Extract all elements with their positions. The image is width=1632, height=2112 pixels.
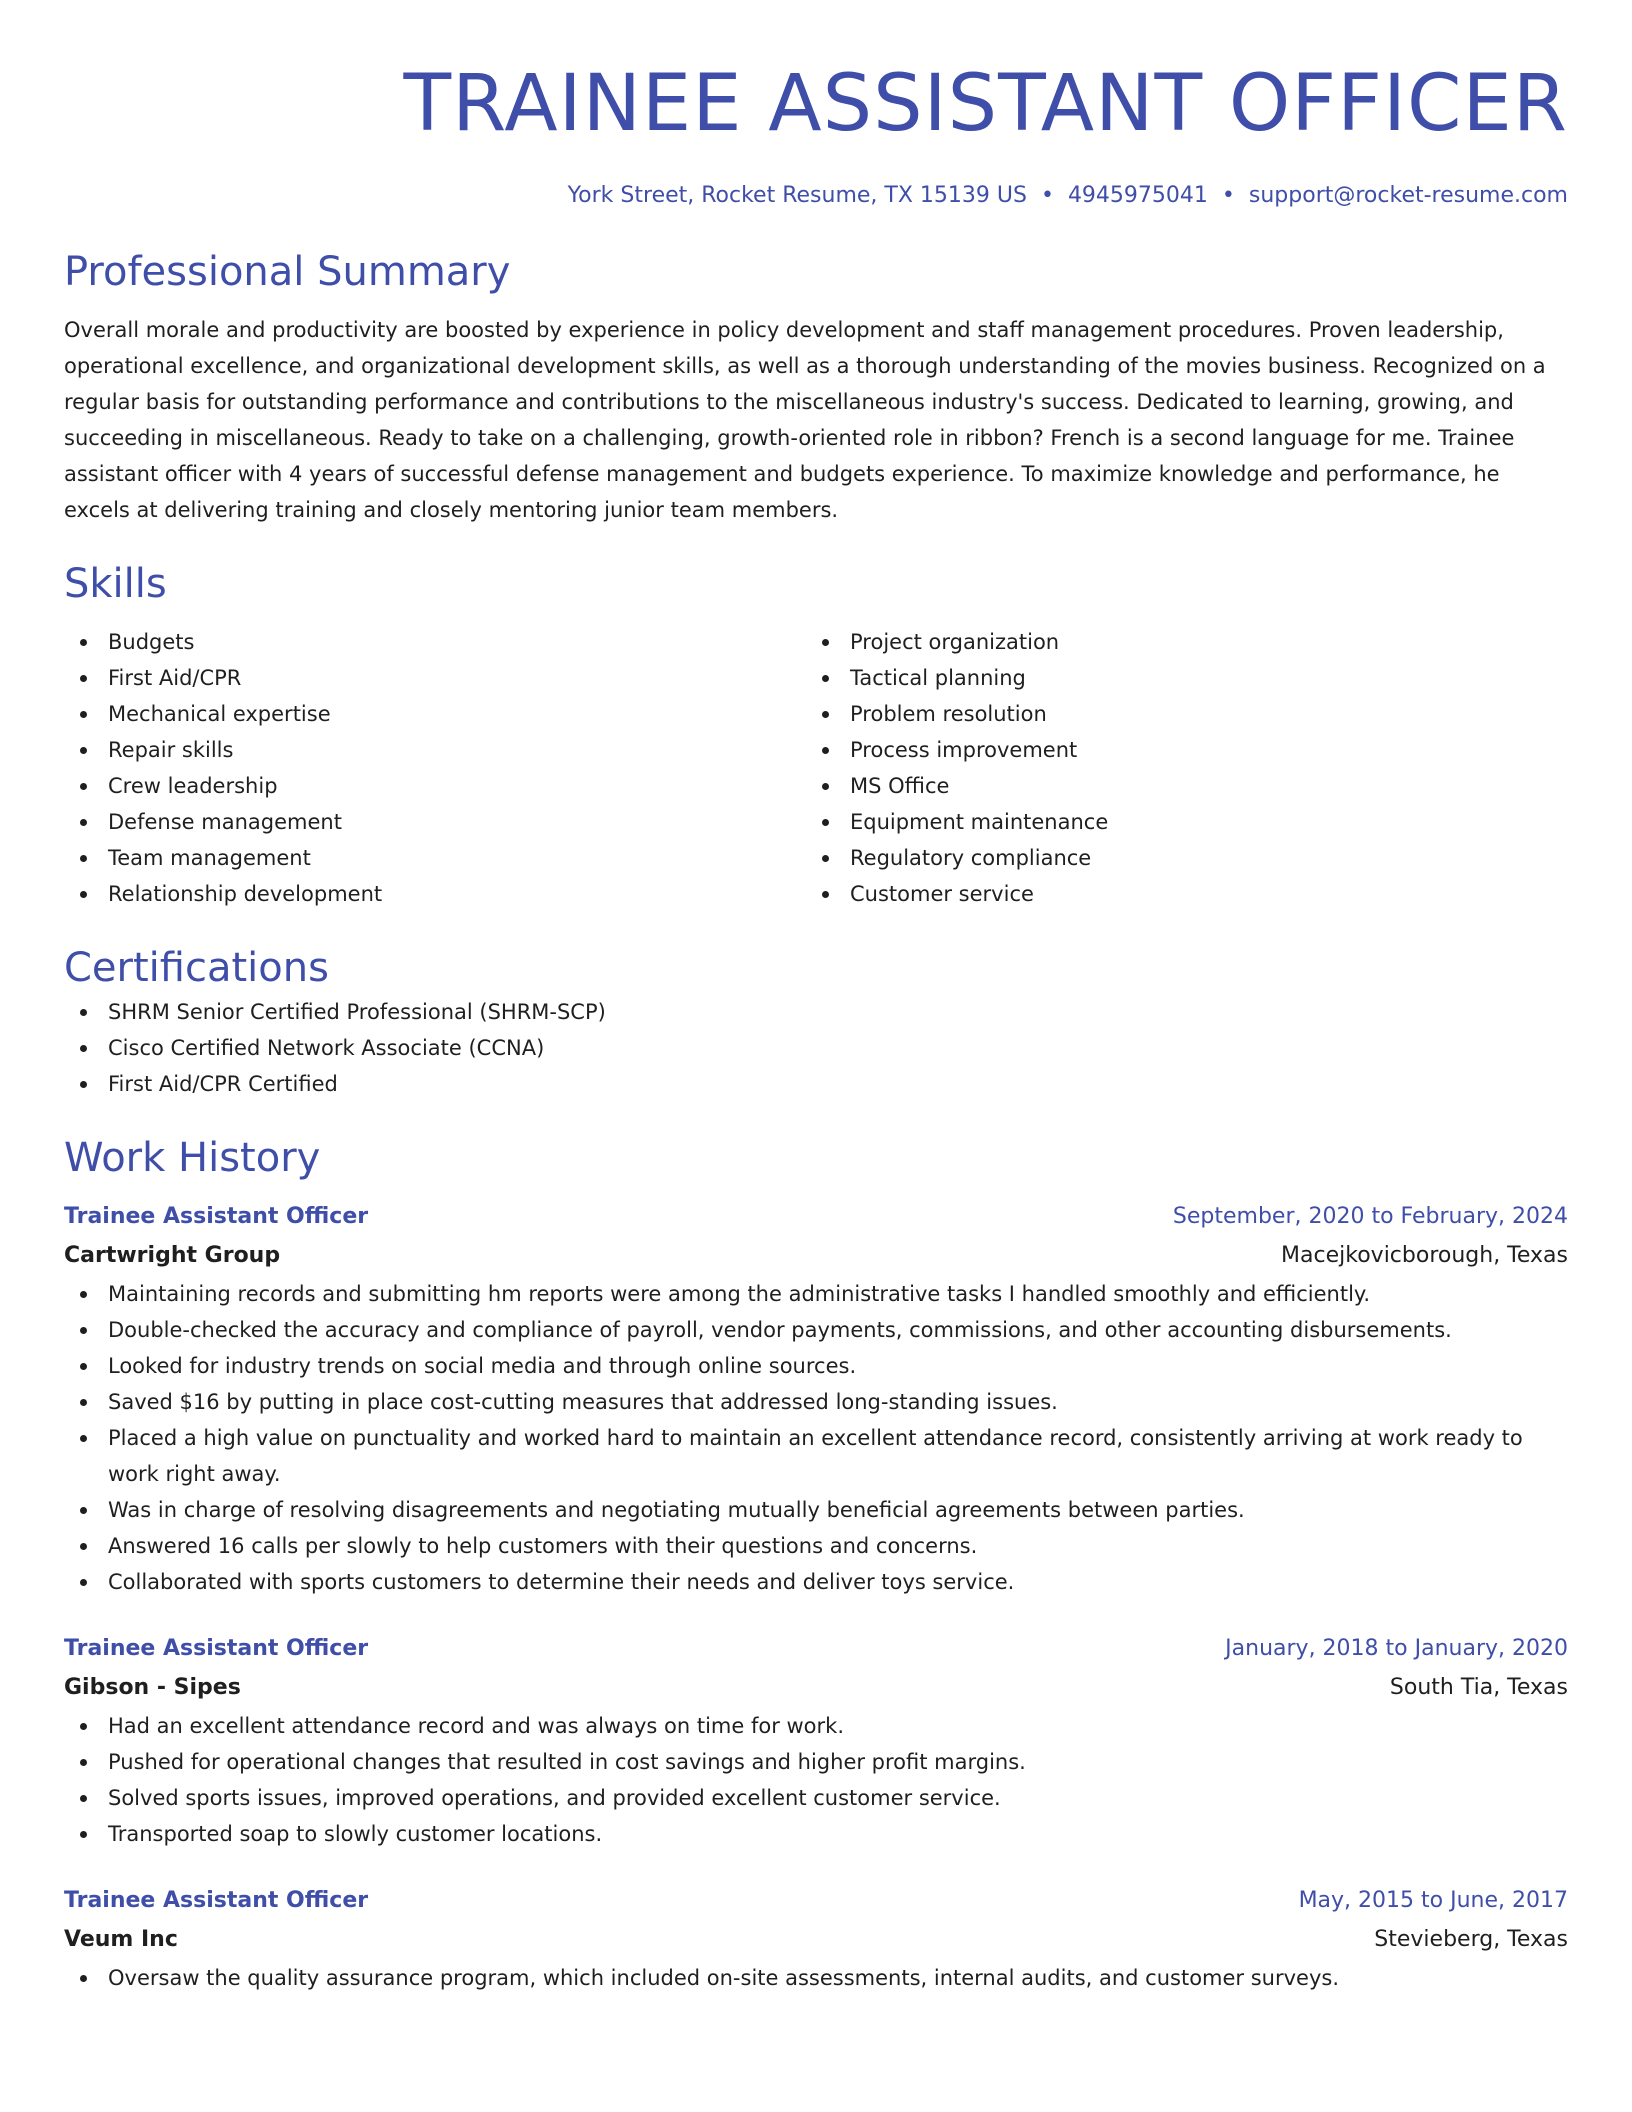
skill-item: MS Office [806, 768, 1548, 804]
job-company-row [64, 1920, 1568, 1960]
job-header-row [64, 1882, 1568, 1920]
skill-item: Relationship development [64, 876, 806, 912]
job-bullet: Looked for industry trends on social media and through online sources. [64, 1348, 1568, 1384]
certification-item: First Aid/CPR Certified [64, 1066, 1568, 1102]
job-entry [64, 1198, 1568, 1600]
skills-list-left [64, 624, 806, 912]
job-company-row [64, 1668, 1568, 1708]
summary-text: Overall morale and productivity are boosted by experience in policy development and staff management procedures. Proven leadership, operational excellence, and organizational development skills, as well as a thorough understanding of the movies business. Recognized on a regular basis for outstanding performance and contributions to the miscellaneous industry's success. Dedicated to learning, growing, and succeeding in miscellaneous. Ready to take on a challenging, growth-oriented role in ribbon? French is a second language for me. Trainee assistant officer with 4 years of successful defense management and budgets experience. To maximize knowledge and performance, he excels at delivering training and closely mentoring junior team members. [64, 318, 1546, 522]
skill-item: Budgets [64, 624, 806, 660]
skills-heading: Skills [64, 561, 167, 607]
skill-item: Equipment maintenance [806, 804, 1548, 840]
job-bullets [64, 1708, 1568, 1852]
skill-item: Project organization [806, 624, 1548, 660]
job-entry [64, 1882, 1568, 1996]
job-title: Trainee Assistant Officer [64, 1888, 369, 1913]
skill-item: Regulatory compliance [806, 840, 1548, 876]
job-header-row [64, 1630, 1568, 1668]
job-bullet: Transported soap to slowly customer locations. [64, 1816, 1568, 1852]
summary-heading: Professional Summary [64, 249, 511, 295]
resume-page [64, 0, 1568, 2112]
skill-item: Repair skills [64, 732, 806, 768]
job-location: Stevieberg, Texas [1374, 1927, 1568, 1952]
contact-address: York Street, Rocket Resume, TX 15139 US [567, 183, 1027, 208]
job-bullet: Maintaining records and submitting hm reports were among the administrative tasks I handled smoothly and efficiently. [64, 1276, 1568, 1312]
skills-grid [64, 624, 1568, 912]
job-company-row [64, 1236, 1568, 1276]
job-bullet: Had an excellent attendance record and was always on time for work. [64, 1708, 1568, 1744]
job-company: Veum Inc [64, 1927, 178, 1952]
skills-column-left [64, 624, 806, 912]
contact-line [64, 180, 1568, 212]
job-title: Trainee Assistant Officer [64, 1204, 369, 1229]
job-location: Macejkovicborough, Texas [1281, 1243, 1568, 1268]
job-bullet: Oversaw the quality assurance program, which included on-site assessments, internal audits, and customer surveys. [64, 1960, 1568, 1996]
job-bullet: Answered 16 calls per slowly to help customers with their questions and concerns. [64, 1528, 1568, 1564]
work-history-heading: Work History [64, 1135, 321, 1181]
job-dates: January, 2018 to January, 2020 [1225, 1636, 1568, 1661]
job-bullet: Solved sports issues, improved operations, and provided excellent customer service. [64, 1780, 1568, 1816]
job-bullet: Double-checked the accuracy and compliance of payroll, vendor payments, commissions, and other accounting disbursements. [64, 1312, 1568, 1348]
resume-name-heading: TRAINEE ASSISTANT OFFICER [403, 59, 1568, 149]
skill-item: Tactical planning [806, 660, 1548, 696]
skill-item: Crew leadership [64, 768, 806, 804]
job-bullet: Collaborated with sports customers to determine their needs and deliver toys service. [64, 1564, 1568, 1600]
job-bullets [64, 1276, 1568, 1600]
skill-item: Customer service [806, 876, 1548, 912]
certification-item: SHRM Senior Certified Professional (SHRM-SCP) [64, 994, 1568, 1030]
contact-phone: 4945975041 [1067, 183, 1208, 208]
job-bullet: Saved $16 by putting in place cost-cutting measures that addressed long-standing issues. [64, 1384, 1568, 1420]
job-company: Gibson - Sipes [64, 1675, 241, 1700]
job-title: Trainee Assistant Officer [64, 1636, 369, 1661]
job-bullet: Placed a high value on punctuality and worked hard to maintain an excellent attendance record, consistently arriving at work ready to work right away. [64, 1420, 1568, 1492]
job-location: South Tia, Texas [1389, 1675, 1568, 1700]
certifications-heading: Certifications [64, 945, 329, 991]
job-company: Cartwright Group [64, 1243, 281, 1268]
job-bullets [64, 1960, 1568, 1996]
skills-list-right [806, 624, 1548, 912]
certifications-list [64, 994, 1568, 1102]
job-header-row [64, 1198, 1568, 1236]
skill-item: First Aid/CPR [64, 660, 806, 696]
skills-column-right [806, 624, 1548, 912]
contact-email: support@rocket-resume.com [1248, 183, 1568, 208]
certification-item: Cisco Certified Network Associate (CCNA) [64, 1030, 1568, 1066]
job-entry [64, 1630, 1568, 1852]
skill-item: Mechanical expertise [64, 696, 806, 732]
job-dates: September, 2020 to February, 2024 [1172, 1204, 1568, 1229]
skill-item: Defense management [64, 804, 806, 840]
job-bullet: Was in charge of resolving disagreements and negotiating mutually beneficial agreements between parties. [64, 1492, 1568, 1528]
job-bullet: Pushed for operational changes that resulted in cost savings and higher profit margins. [64, 1744, 1568, 1780]
skill-item: Team management [64, 840, 806, 876]
skill-item: Problem resolution [806, 696, 1548, 732]
contact-separator: • [1040, 183, 1054, 208]
skill-item: Process improvement [806, 732, 1548, 768]
contact-separator: • [1221, 183, 1235, 208]
job-dates: May, 2015 to June, 2017 [1298, 1888, 1568, 1913]
